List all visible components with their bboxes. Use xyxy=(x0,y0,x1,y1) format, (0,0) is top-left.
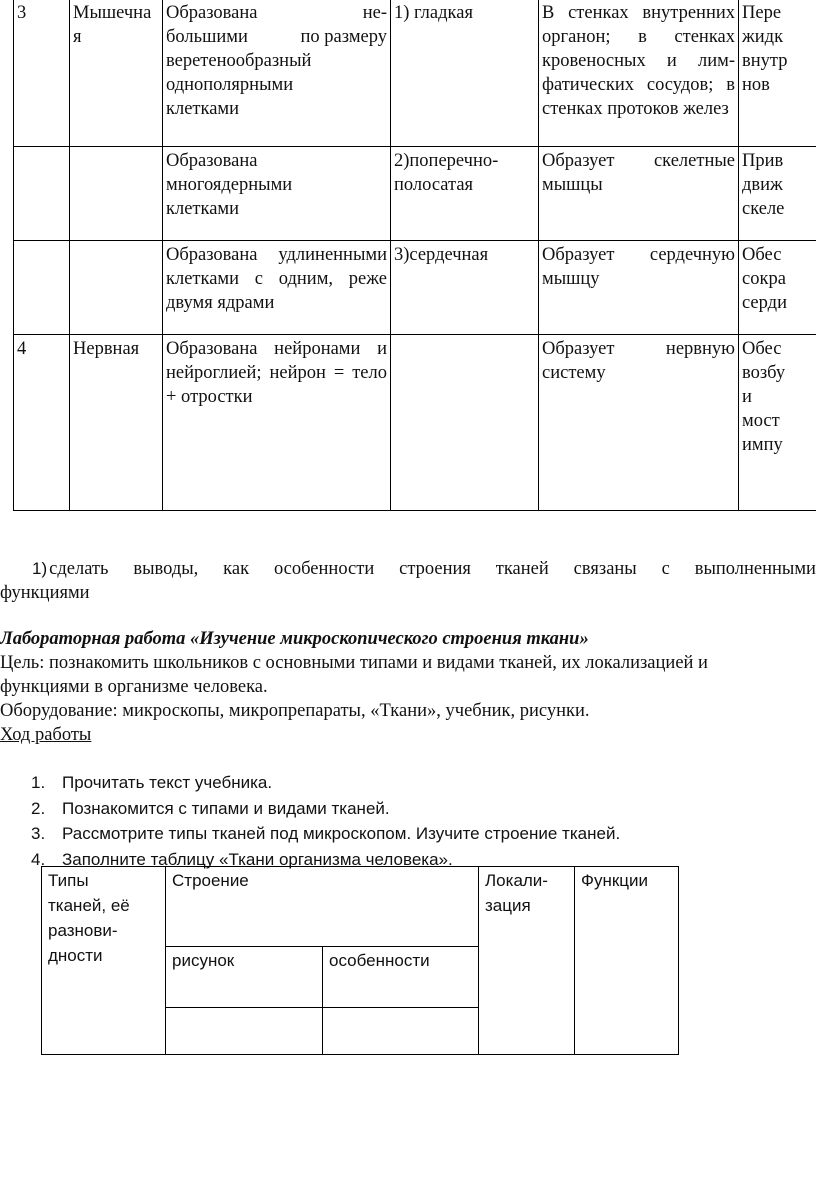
lab-title: Лабораторная работа «Изучение микроскопического строения ткани» xyxy=(0,629,589,649)
conclusion-word: 1) сделать xyxy=(32,559,109,579)
conclusion-word: с xyxy=(661,559,670,579)
tissue-kind: 3)сердечная xyxy=(391,241,539,335)
conclusion-word: строения xyxy=(399,559,471,579)
tissue-location: В стенках внутренних органон; в стенках кровеносных и лим-фатических сосудов; в стенках протоков желез xyxy=(539,0,739,147)
empty-cell xyxy=(166,1008,323,1055)
tissues-fill-table xyxy=(41,866,679,1055)
table-row xyxy=(14,241,816,335)
tissue-structure: Образована многоядерными клетками xyxy=(163,147,391,241)
lab-equipment: Оборудование: микроскопы, микропрепараты, «Ткани», учебник, рисунки. xyxy=(0,701,590,721)
lab-work xyxy=(0,627,816,747)
tissue-function: Обес сокра серди xyxy=(739,241,816,335)
row-number xyxy=(14,241,70,335)
tissue-type: Нервная xyxy=(70,335,163,511)
tissue-table-continued xyxy=(13,0,816,511)
lab-goal: Цель: познакомить школьников с основными типами и видами тканей, их локализацией и xyxy=(0,653,708,673)
header-tissue-types: Типы тканей, её разнови- дности xyxy=(42,867,166,1055)
tissue-kind: 1) гладкая xyxy=(391,0,539,147)
table-row xyxy=(14,147,816,241)
tissue-function: Прив движ скеле xyxy=(739,147,816,241)
table-row xyxy=(42,867,679,947)
tissue-function: Обес возбу и мост импу xyxy=(739,335,816,511)
list-item: 1. Прочитать текст учебника. xyxy=(31,773,273,792)
row-number: 4 xyxy=(14,335,70,511)
header-drawing: рисунок xyxy=(166,947,323,1008)
row-number: 3 xyxy=(14,0,70,147)
conclusion-word: связаны xyxy=(573,559,637,579)
lab-goal-continued: функциями в организме человека. xyxy=(0,677,268,697)
conclusion-line-2: функциями xyxy=(0,583,90,603)
conclusion-task xyxy=(0,557,816,605)
conclusion-number: 1) xyxy=(32,559,48,578)
tissue-location: Образует нервную систему xyxy=(539,335,739,511)
conclusion-word: как xyxy=(223,559,250,579)
tissue-function: Пере жидк внутр нов xyxy=(739,0,816,147)
header-structure: Строение xyxy=(166,867,479,947)
header-features: особенности xyxy=(323,947,479,1008)
conclusion-word: выполненными xyxy=(694,559,816,579)
tissue-kind: 2)поперечно- полосатая xyxy=(391,147,539,241)
header-functions: Функции xyxy=(575,867,679,1055)
list-item: 4. Заполните таблицу «Ткани организма человека». xyxy=(31,849,453,869)
conclusion-word: особенности xyxy=(273,559,375,579)
tissue-structure: Образована нейронами и нейроглией; нейрон = тело + отростки xyxy=(163,335,391,511)
table-row xyxy=(14,335,816,511)
tissue-location: Образует сердечную мышцу xyxy=(539,241,739,335)
tissue-kind xyxy=(391,335,539,511)
empty-cell xyxy=(323,1008,479,1055)
procedure-heading: Ход работы xyxy=(0,725,92,745)
tissue-location: Образует скелетные мышцы xyxy=(539,147,739,241)
procedure-steps xyxy=(0,770,816,872)
list-item: 3. Рассмотрите типы тканей под микроскопом. Изучите строение тканей. xyxy=(31,824,621,843)
tissue-type xyxy=(70,241,163,335)
list-item: 2. Познакомится с типами и видами тканей. xyxy=(31,798,390,818)
conclusion-word: выводы, xyxy=(133,559,199,579)
tissue-structure: Образована не- большими по размеру веретенообразный однополярными клетками xyxy=(163,0,391,147)
header-location: Локали- зация xyxy=(479,867,575,1055)
conclusion-line xyxy=(0,557,816,581)
conclusion-word: тканей xyxy=(495,559,549,579)
table-row xyxy=(14,0,816,147)
tissue-structure: Образована удлиненными клетками с одним, реже двумя ядрами xyxy=(163,241,391,335)
tissue-type: Мышечна я xyxy=(70,0,163,147)
tissue-type xyxy=(70,147,163,241)
row-number xyxy=(14,147,70,241)
